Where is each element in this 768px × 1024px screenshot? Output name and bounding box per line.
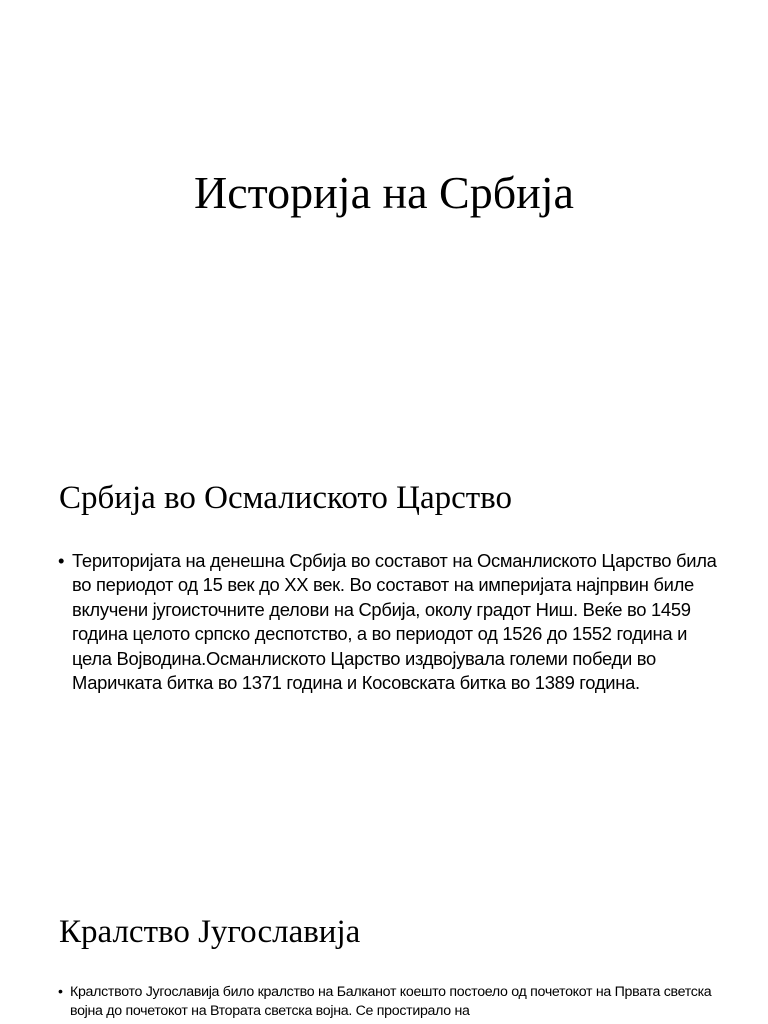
title-slide: [0, 0, 768, 400]
bullet-list: [58, 549, 718, 695]
slide-heading: Кралство Југославија: [59, 914, 361, 950]
bullet-item: [58, 549, 718, 695]
bullet-text: Кралството Југославија било кралство на Балканот коешто постоело од почетокот на Првата светска војна до почетокот на Втората светска војна. Се простирало на: [70, 984, 712, 1019]
bullet-item: [58, 983, 718, 1021]
bullet-icon: •: [58, 550, 65, 571]
bullet-icon: •: [58, 984, 63, 1000]
slide-ottoman-empire: [0, 450, 768, 880]
bullet-text: Територијата на денешна Србија во составот на Османлиското Царство била во периодот од 15 век до XX век. Во составот на империјата најпрвин биле вклучени југоисточните делови на Србија, околу градот Ниш. Веќе во 1459 година целото српско деспотство, а во периодот од 1526 до 1552 година и цела Војводина.Османлиското Царство издвојувала големи победи во Маричката битка во 1371 година и Косовската битка во 1389 година.: [72, 550, 717, 694]
slide-heading: Србија во Осмалиското Царство: [59, 480, 513, 516]
bullet-list: [58, 983, 718, 1021]
presentation-title: Историја на Србија: [194, 167, 574, 218]
slide-kingdom-yugoslavia: [0, 880, 768, 1024]
